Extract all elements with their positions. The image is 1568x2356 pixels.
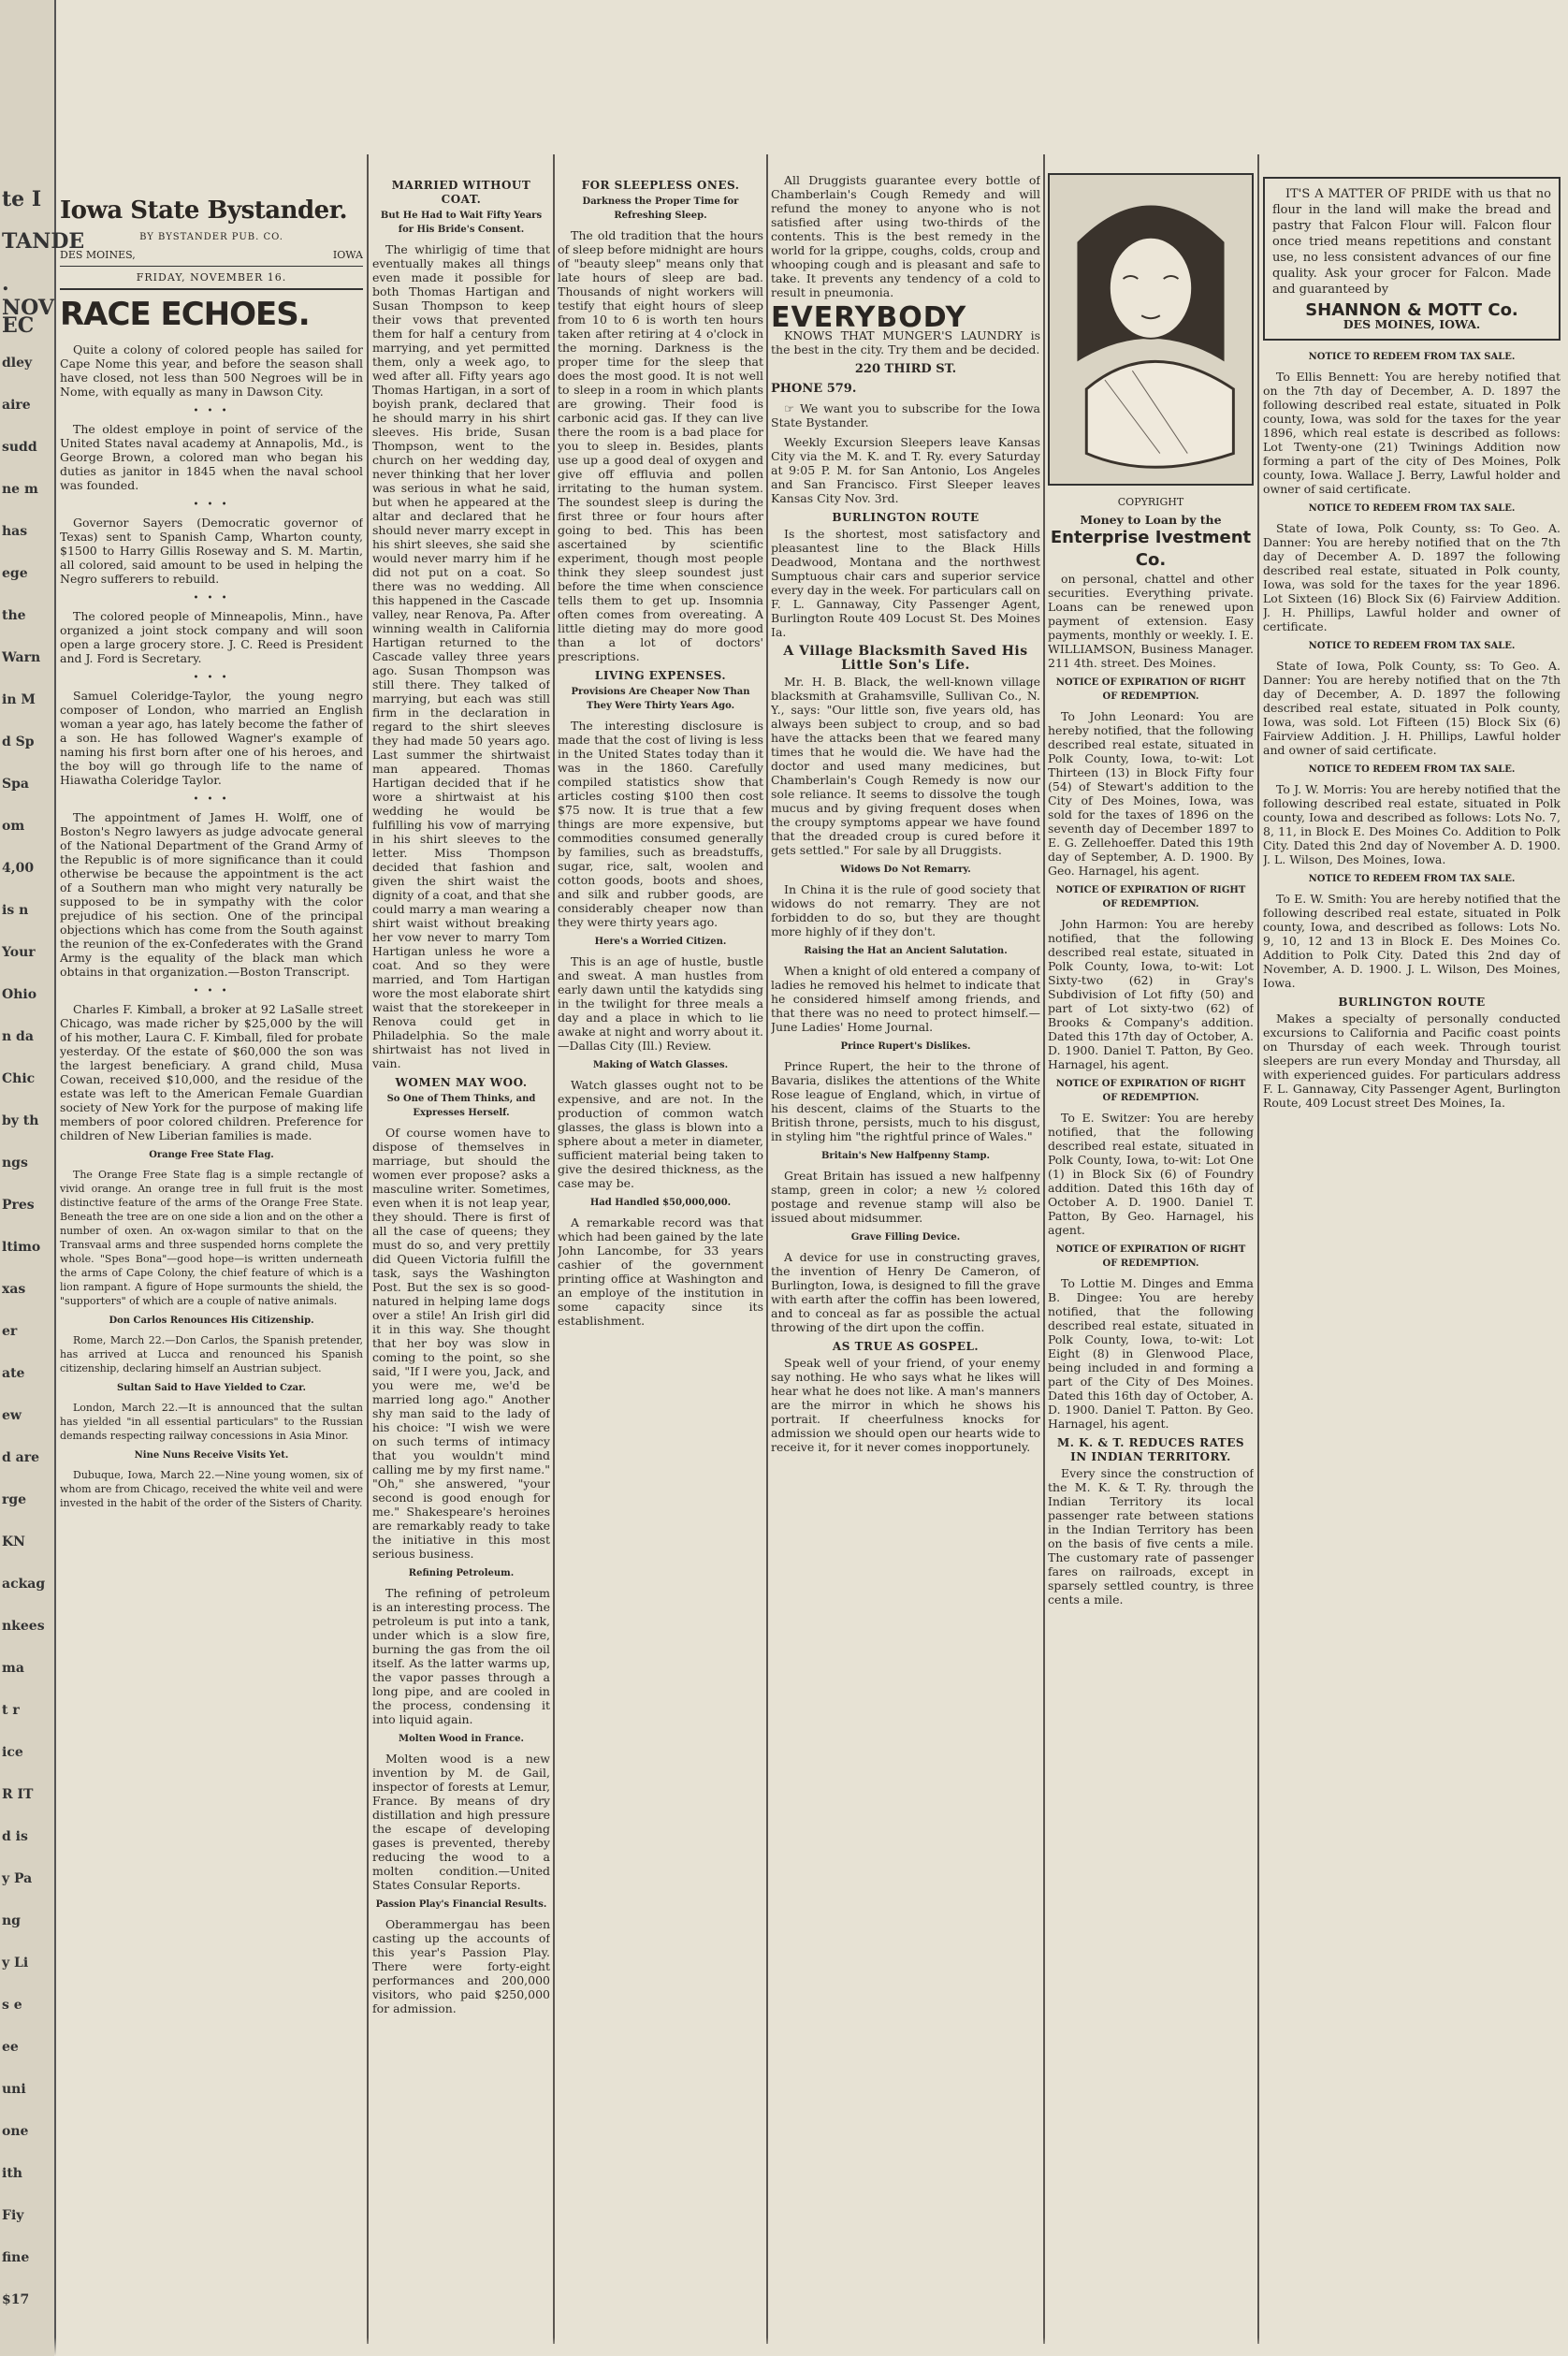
notice-text: To Ellis Bennett: You are hereby notified that on the 7th day of December, A. D. 1897 the following described real estate, situated in Polk county, Iowa, was sold for the taxes for the year 1896, which real estate is described as follows: Lot Twenty-one (21) Twinings Addition now forming a part of the city of Des Moines, Polk county, Iowa. Wallace J. Berry, Lawful holder and owner of said certificate.	[1263, 370, 1561, 496]
column-5	[1048, 173, 1254, 2344]
gutter-fragment: ice	[2, 1745, 23, 1760]
masthead-state: IOWA	[332, 249, 363, 261]
gutter-fragment: ng	[2, 1913, 21, 1928]
gutter-fragment: ma	[2, 1661, 24, 1676]
notice-heading: NOTICE OF EXPIRATION OF RIGHT OF REDEMPTION.	[1055, 1244, 1246, 1269]
article-paragraph: Oberammergau has been casting up the accounts of this year's Passion Play. There were forty-eight performances and 200,000 visitors, who paid $250,000 for admission.	[372, 1917, 550, 2015]
article-paragraph: Governor Sayers (Democratic governor of Texas) sent to Spanish Camp, Wharton county, $1500 to Harry Gillis Roseway and S. M. Martin, all colored, said amount to be used in helping the Negro sufferers to rebuild.	[60, 516, 363, 586]
gutter-fragment: rge	[2, 1492, 27, 1507]
article-paragraph: The Orange Free State flag is a simple rectangle of vivid orange. An orange tree in full fruit is the most distinctive feature of the arms of the Orange Free State. Beneath the tree are on one side a lion and on the other a number of oxen. An ox-wagon similar to that on the Transvaal arms and three suspended horns complete the whole. "Spes Bona"—good hope—is written underneath the arms of Cape Colony, the chief feature of which is a lion rampant. A figure of Hope surmounts the shield, the "supporters" of which are a couple of native animals.	[60, 1169, 363, 1307]
article-paragraph: When a knight of old entered a company of ladies he removed his helmet to indicate that he considered himself among friends, and that there was no need to protect himself.—June Ladies' Home Journal.	[771, 964, 1040, 1034]
gutter-fragment: xas	[2, 1282, 26, 1297]
laundry-ad-phone: PHONE 579.	[771, 382, 857, 396]
gutter-fragment: . NOV	[2, 271, 54, 320]
column-rule	[1043, 154, 1045, 2344]
gutter-fragment: 4,00	[2, 861, 35, 876]
article-paragraph: Molten wood is a new invention by M. de Gail, inspector of forests at Lemur, France. By means of dry distillation and high pressure the escape of developing gases is prevented, thereby reducing the wood to a molten condition.—United States Consular Reports.	[372, 1752, 550, 1892]
gutter-fragment: one	[2, 2124, 29, 2139]
gutter-fragment: sudd	[2, 440, 37, 455]
article-paragraph: Mr. H. B. Black, the well-known village blacksmith at Grahamsville, Sullivan Co., N. Y., says: "Our little son, five years old, has always been subject to croup, and so bad have the attacks been that we feared many times that he would die. We have had the doctor and used many medicines, but Chamberlain's Cough Remedy is now our sole reliance. It seems to dissolve the tough mucus and by giving frequent doses when the croupy symptoms appear we have found that the dreaded croup is cured before it gets settled." For sale by all Druggists.	[771, 675, 1040, 857]
notice-heading: NOTICE TO REDEEM FROM TAX SALE.	[1308, 764, 1516, 775]
masthead-city: DES MOINES,	[60, 249, 136, 261]
article-paragraph: Of course women have to dispose of themselves in marriage, but should the women ever propose? asks a masculine writer. Sometimes, even when it is not leap year, they should. There is first of all the case of queens; they must do so, and very prettily did Queen Victoria fulfill the task, says the Washington Post. But the sex is so good-natured in helping lame dogs over a stile! An Irish girl did it in this way. She thought that her boy was slow in coming to the point, so she said, "If I were you, Jack, and you were me, we'd be married long ago." Another shy man said to the lady of his choice: "I wish we were on such terms of intimacy that you wouldn't mind calling me by my first name." "Oh," she answered, "your second is good enough for me." Shakespeare's heroines are remarkably ready to take the initiative in this most serious business.	[372, 1126, 550, 1561]
gutter-fragment: t r	[2, 1703, 20, 1718]
laundry-ad-headline: EVERYBODY	[771, 301, 967, 334]
notice-heading: NOTICE OF EXPIRATION OF RIGHT OF REDEMPTION.	[1055, 677, 1246, 702]
article-paragraph: This is an age of hustle, bustle and sweat. A man hustles from early dawn until the katydids sing in the twilight for three meals a day and a place in which to lie awake at night and worry about it.—Dallas City (Ill.) Review.	[558, 954, 763, 1053]
column-rule	[766, 154, 768, 2344]
pointing-hand-icon: ☞	[784, 401, 801, 415]
subhead: Britain's New Halfpenny Stamp.	[820, 1151, 991, 1161]
headline-race-echoes: RACE ECHOES.	[60, 296, 310, 333]
column-rule	[367, 154, 369, 2344]
loan-ad-text: on personal, chattel and other securities. Everything private. Loans can be renewed upon payment of extension. Easy payments, monthly or weekly. I. E. WILLIAMSON, Business Manager. 211 4th. street. Des Moines.	[1048, 572, 1254, 670]
notice-heading: NOTICE OF EXPIRATION OF RIGHT OF REDEMPTION.	[1055, 1079, 1246, 1103]
gutter-fragment: is n	[2, 903, 29, 918]
subhead: Provisions Are Cheaper Now Than They Were Thirty Years Ago.	[571, 687, 750, 711]
falcon-ad-city: DES MOINES, IOWA.	[1343, 317, 1481, 331]
subhead: Had Handled $50,000,000.	[589, 1198, 732, 1208]
article-paragraph: All Druggists guarantee every bottle of Chamberlain's Cough Remedy and will refund the money to anyone who is not satisfied after using two-thirds of the contents. This is the best remedy in the world for la grippe, coughs, colds, croup and whooping cough and is pleasant and safe to take. It prevents any tendency of a cold to result in pneumonia.	[771, 173, 1040, 299]
notice-text: John Harmon: You are hereby notified, that the following described real estate, situated in Polk County, Iowa, to-wit: Lot Sixty-two (62) in Gray's Subdivision of Lot fifty (50) and part of Lot sixty-two (62) of Brooks & Company's addition. Dated this 17th day of October, A. D. 1900. Daniel T. Patton, By Geo. Harnagel, his agent.	[1048, 917, 1254, 1071]
falcon-flour-ad	[1263, 177, 1561, 341]
separator: • • •	[193, 673, 230, 683]
subhead: Prince Rupert's Dislikes.	[840, 1041, 971, 1052]
loan-ad-intro: Money to Loan by the	[1080, 513, 1222, 527]
gutter-fragment: aire	[2, 398, 31, 413]
article-paragraph: The oldest employe in point of service of the United States naval academy at Annapolis, Md., is George Brown, a colored man who began his duties as janitor in 1845 when the naval school was founded.	[60, 422, 363, 492]
column-1	[60, 178, 363, 1516]
article-paragraph: The colored people of Minneapolis, Minn., have organized a joint stock company and will soon open a large grocery store. J. C. Reed is President and J. Ford is Secretary.	[60, 609, 363, 665]
gutter-fragment: Ohio	[2, 987, 37, 1002]
gutter-fragment: te I	[2, 187, 42, 211]
notice-heading: NOTICE OF EXPIRATION OF RIGHT OF REDEMPTION.	[1055, 885, 1246, 909]
gutter-fragment: ee	[2, 2040, 19, 2055]
article-paragraph: Prince Rupert, the heir to the throne of Bavaria, dislikes the attentions of the White Rose league of England, which, in virtue of his descent, claims of the Stuarts to the British throne, persists, much to his disgust, in styling him "the rightful prince of Wales."	[771, 1059, 1040, 1143]
separator: • • •	[193, 794, 230, 805]
article-paragraph: Samuel Coleridge-Taylor, the young negro composer of London, who married an English woman a year ago, has lately become the father of a son. He has followed Wagner's example of naming his first born after one of his heroes, and the boy will go through life to the name of Hiawatha Coleridge Taylor.	[60, 689, 363, 787]
notice-heading: NOTICE TO REDEEM FROM TAX SALE.	[1308, 641, 1516, 651]
masthead-location	[60, 248, 363, 267]
gutter-fragment: TANDE	[2, 229, 85, 254]
gutter-fragment: y Li	[2, 1956, 29, 1971]
column-rule	[553, 154, 555, 2344]
headline: FOR SLEEPLESS ONES.	[581, 179, 740, 192]
gutter-fragment: $17	[2, 2292, 30, 2307]
gutter-fragment: d are	[2, 1450, 40, 1465]
gutter-fragment: n da	[2, 1029, 34, 1044]
subhead: Refining Petroleum.	[408, 1568, 515, 1578]
issue-date: FRIDAY, NOVEMBER 16.	[60, 267, 363, 290]
separator: • • •	[193, 986, 230, 996]
subhead: Molten Wood in France.	[399, 1734, 524, 1744]
gutter-fragment: Pres	[2, 1198, 35, 1213]
masthead-title: Iowa State Bystander.	[60, 196, 348, 225]
falcon-ad-firm: SHANNON & MOTT Co.	[1305, 300, 1518, 320]
column-3	[558, 173, 763, 2344]
subhead: Grave Filling Device.	[850, 1232, 961, 1243]
gutter-fragment: ew	[2, 1408, 22, 1423]
gutter-fragment: ate	[2, 1366, 25, 1381]
headline: MARRIED WITHOUT COAT.	[391, 179, 531, 206]
gutter-fragment: R IT	[2, 1787, 34, 1802]
column-2	[372, 173, 550, 2344]
gutter-fragment: has	[2, 524, 28, 539]
falcon-ad-text: IT'S A MATTER OF PRIDE with us that no flour in the land will make the bread and pastry that Falcon Flour will. Falcon flour once tried means repetitions and constant use, no less consistent advances of our fine quality. Ask your grocer for Falcon. Made and guaranteed by	[1272, 187, 1551, 297]
gutter-fragment: om	[2, 819, 25, 834]
previous-page-edge	[0, 0, 85, 2356]
woman-with-flour-sack-image	[1050, 175, 1252, 484]
article-paragraph: Charles F. Kimball, a broker at 92 LaSalle street Chicago, was made richer by $25,000 by the will of his mother, Laura C. F. Kimball, filed for probate yesterday. Of the estate of $60,000 the son was the largest beneficiary. A grand child, Musa Cowan, received $10,000, and the residue of the estate was left to the American Female Guardian society of New York for the purpose of making life members of poor colored children. Preference for children of New Liberian families is made.	[60, 1002, 363, 1142]
headline: A Village Blacksmith Saved His Little Son's Life.	[783, 644, 1028, 673]
article-paragraph: Dubuque, Iowa, March 22.—Nine young women, six of whom are from Chicago, received the white veil and were invested in the habit of the order of the Sisters of Charity.	[60, 1469, 363, 1509]
article-paragraph: Weekly Excursion Sleepers leave Kansas City via the M. K. and T. Ry. every Saturday at 9:05 P. M. for San Antonio, Los Angeles and San Francisco. First Sleeper leaves Kansas City Nov. 3rd.	[771, 435, 1040, 505]
gutter-fragment: ith	[2, 2166, 22, 2181]
laundry-ad-address: 220 THIRD ST.	[854, 362, 957, 376]
subhead: Don Carlos Renounces His Citizenship.	[109, 1316, 314, 1326]
column-rule	[1257, 154, 1259, 2344]
notice-text: To J. W. Morris: You are hereby notified that the following described real estate, situated in Polk county, Iowa and described as follows: Lots No. 7, 8, 11, in Block E. Des Moines Co. Addition to Polk City. Dated this 2nd day of November A. D. 1900. J. L. Wilson, Des Moines, Iowa.	[1263, 782, 1561, 866]
headline: WOMEN MAY WOO.	[395, 1076, 528, 1089]
subhead: Passion Play's Financial Results.	[375, 1899, 547, 1910]
headline: LIVING EXPENSES.	[594, 669, 727, 682]
subhead: Raising the Hat an Ancient Salutation.	[804, 946, 1008, 956]
column-6	[1263, 173, 1561, 2344]
gutter-fragment: d Sp	[2, 734, 35, 749]
subhead: Widows Do Not Remarry.	[840, 865, 971, 875]
subhead: Here's a Worried Citizen.	[594, 937, 727, 947]
subscribe-notice	[771, 401, 1040, 429]
article-paragraph: Quite a colony of colored people has sailed for Cape Nome this year, and before the season shall have closed, not less than 500 Negroes will be in Nome, with equally as many in Dawson City.	[60, 342, 363, 399]
laundry-ad-text: KNOWS THAT MUNGER'S LAUNDRY is the best in the city. Try them and be decided.	[771, 328, 1040, 356]
notice-text: State of Iowa, Polk County, ss: To Geo. A. Danner: You are hereby notified that on the 7th day of December A. D. 1897 the following described real estate, situated in Polk county, Iowa, was sold for the taxes for the year 1896. Lot Sixteen (16) Block Six (6) Fairview Addition. J. H. Phillips, Lawful holder and owner of certificate.	[1263, 521, 1561, 633]
gutter-fragment: ege	[2, 566, 28, 581]
notice-text: State of Iowa, Polk County, ss: To Geo. A. Danner: You are hereby notified that on the 7th day of December, A. D. 1897 the following described real estate, situated in Polk county, Iowa, was sold. Lot Fifteen (15) Block Six (6) Fairview Addition. J. H. Phillips, Lawful holder and owner of said certificate.	[1263, 659, 1561, 757]
article-paragraph: The old tradition that the hours of sleep before midnight are hours of "beauty sleep" means only that late hours of sleep are bad. Thousands of night workers will testify that eight hours of sleep from 10 to 6 is worth ten hours taken after retiring at 4 o'clock in the morning. Darkness is the proper time for the sleep that does the most good. It is not well to sleep in a room in which plants are growing. Their food is carbonic acid gas. If they can live there the room is a bad place for you to sleep in. Besides, plants use up a good deal of oxygen and give off effluvia and pollen irritating to the human system. The soundest sleep is during the first three or four hours after going to bed. This has been ascertained by scientific experiment, though most people think they sleep soundest just before the time when conscience tells them to get up. Insomnia often comes from overeating. A little dieting may do more good than a lot of doctors' prescriptions.	[558, 228, 763, 663]
article-paragraph: The whirligig of time that eventually makes all things even made it possible for both Thomas Hartigan and Susan Thompson to keep their vows that prevented them for half a century from marrying, and yet permitted them, only a week ago, to wed after all. Fifty years ago Thomas Hartigan, in a sort of boyish prank, declared that he should marry in his shirt sleeves. His bride, Susan Thompson, went to the church on her wedding day, never thinking that her lover was serious in what he said, but when he appeared at the altar and declared that he should never marry except in his shirt sleeves, she said she would never marry him if he did not put on a coat. So there was no wedding. All this happened in the Cascade valley, near Renova, Pa. After winning wealth in California Hartigan returned to the Cascade valley three years ago. Susan Thompson was still there. They talked of marrying, but each was still firm in the declaration in regard to the shirt sleeves they had made 50 years ago. Last summer the shirtwaist man appeared. Thomas Hartigan decided that if he wore a shirtwaist at his wedding he would be fulfilling his vow of marrying in his shirt sleeves to the letter. Miss Thompson decided that fashion and given the shirt waist the dignity of a coat, and that she could marry a man wearing a shirt waist without breaking her vow never to marry Tom Hartigan unless he wore a coat. And so they were married, and Tom Hartigan wore the most elaborate shirt waist that the storekeeper in Renova could get in Philadelphia. So the male shirtwaist has not lived in vain.	[372, 242, 550, 1070]
gutter-fragment: Chic	[2, 1071, 36, 1086]
headline: AS TRUE AS GOSPEL.	[832, 1340, 980, 1353]
article-paragraph: A device for use in constructing graves, the invention of Henry De Cameron, of Burlington, Iowa, is designed to fill the grave with earth after the coffin has been lowered, and to conceal as far as possible the actual throwing of the dirt upon the coffin.	[771, 1250, 1040, 1334]
gutter-fragment: in M	[2, 692, 36, 707]
subhead: Sultan Said to Have Yielded to Czar.	[117, 1383, 306, 1393]
copyright-caption: COPYRIGHT	[1117, 496, 1184, 508]
subhead: But He Had to Wait Fifty Years for His Bride's Consent.	[380, 211, 543, 235]
gutter-fragment: uni	[2, 2082, 26, 2097]
gutter-fragment: d is	[2, 1829, 28, 1844]
gutter-fragment: ltimo	[2, 1240, 41, 1255]
article-paragraph: Watch glasses ought not to be expensive, and are not. In the production of common watch glasses, the glass is blown into a sphere about a meter in diameter, sufficient material being taken to give the desired thickness, as the case may be.	[558, 1078, 763, 1190]
gutter-fragment: er	[2, 1324, 18, 1339]
falcon-flour-illustration	[1048, 173, 1254, 486]
article-paragraph: Rome, March 22.—Don Carlos, the Spanish pretender, has arrived at Lucca and renounced his Spanish citizenship, declaring himself an Austrian subject.	[60, 1334, 363, 1374]
notice-heading: NOTICE TO REDEEM FROM TAX SALE.	[1308, 503, 1516, 514]
page-bottom-fade	[54, 2337, 1568, 2356]
gutter-fragment: y Pa	[2, 1871, 33, 1886]
subhead: Nine Nuns Receive Visits Yet.	[134, 1450, 289, 1461]
article-paragraph: Makes a specialty of personally conducted excursions to California and Pacific coast points on Thursday of each week. Through tourist sleepers are run every Monday and Thursday, all with experienced guides. For particulars address F. L. Gannaway, City Passenger Agent, Burlington Route, 409 Locust street Des Moines, Ia.	[1263, 1011, 1561, 1110]
masthead-publisher: BY BYSTANDER PUB. CO.	[139, 232, 283, 242]
gutter-fragment: Warn	[2, 650, 41, 665]
gutter-fragment: by th	[2, 1113, 39, 1128]
notice-text: To Lottie M. Dinges and Emma B. Dingee: You are hereby notified, that the following described real estate, situated in Polk County, Iowa, to-wit: Lot Eight (8) in Glenwood Place, being included in and forming a part of the City of Des Moines. Dated this 16th day of October, A. D. 1900. Daniel T. Patton. By Geo. Harnagel, his agent.	[1048, 1276, 1254, 1431]
gutter-fragment: ngs	[2, 1156, 28, 1171]
notice-heading: NOTICE TO REDEEM FROM TAX SALE.	[1308, 352, 1516, 362]
notice-text: To E. W. Smith: You are hereby notified that the following described real estate, situated in Polk county, Iowa, and described as follows: Lots No. 9, 10, 12 and 13 in Block E. Des Moines Co. Addition to Polk City. Dated this 2nd day of November, A. D. 1900. J. L. Wilson, Des Moines, Iowa.	[1263, 892, 1561, 990]
gutter-fragment: Fiy	[2, 2208, 24, 2223]
separator: • • •	[193, 593, 230, 604]
article-paragraph: In China it is the rule of good society that widows do not remarry. They are not forbidden to do so, but they are thought more highly of if they don't.	[771, 882, 1040, 938]
notice-text: To E. Switzer: You are hereby notified, that the following described real estate, situated in Polk County, Iowa, to-wit: Lot One (1) in Block Six (6) of Foundry addition. Dated this 16th day of October A. D. 1900. Daniel T. Patton, By Geo. Harnagel, his agent.	[1048, 1111, 1254, 1237]
gutter-fragment: the	[2, 608, 26, 623]
loan-ad-headline: Enterprise Ivestment Co.	[1050, 528, 1252, 570]
article-paragraph: Is the shortest, most satisfactory and pleasantest line to the Black Hills Deadwood, Montana and the northwest Sumptuous chair cars and superior service every day in the week. For particulars call on F. L. Gannaway, City Passenger Agent, Burlington Route 409 Locust St. Des Moines Ia.	[771, 527, 1040, 639]
gutter-fragment: ackag	[2, 1577, 46, 1592]
headline: M. K. & T. REDUCES RATES IN INDIAN TERRITORY.	[1056, 1436, 1245, 1463]
article-paragraph: The appointment of James H. Wolff, one of Boston's Negro lawyers as judge advocate general of the National Department of the Grand Army of the Republic is of more significance than it could otherwise be because the appointment is the act of a Southern man who might very naturally be supposed to be in sympathy with the color prejudice of his section. One of the principal objections which has come from the South against the reunion of the ex-Confederates with the Grand Army is the equality of the black man which obtains in that organization.—Boston Transcript.	[60, 810, 363, 979]
column-4	[771, 173, 1040, 2344]
subhead: Orange Free State Flag.	[149, 1150, 274, 1160]
gutter-fragment: Your	[2, 945, 36, 960]
gutter-fragment: KN	[2, 1534, 25, 1549]
subscribe-text: We want you to subscribe for the Iowa State Bystander.	[771, 401, 1040, 429]
notice-text: To John Leonard: You are hereby notified, that the following described real estate, situated in Polk County, Iowa, to-wit: Lot Thirteen (13) in Block Fifty four (54) of Stewart's addition to the City of Des Moines, Iowa, was sold for the taxes of 1896 on the seventh day of December 1897 to E. G. Zellehoeffer. Dated this 19th day of September, A. D. 1900. By Geo. Harnagel, his agent.	[1048, 709, 1254, 878]
headline: BURLINGTON ROUTE	[832, 511, 980, 524]
subhead: So One of Them Thinks, and Expresses Herself.	[386, 1094, 536, 1118]
subhead: Making of Watch Glasses.	[592, 1060, 729, 1070]
headline: BURLINGTON ROUTE	[1338, 996, 1486, 1009]
article-paragraph: Every since the construction of the M. K. & T. Ry. through the Indian Territory its local passenger rate between stations in the Indian Territory has been on the basis of five cents a mile. The customary rate of passenger fares on railroads, except in sparsely settled country, is three cents a mile.	[1048, 1466, 1254, 1607]
gutter-fragment: ne m	[2, 482, 38, 497]
article-paragraph: A remarkable record was that which had been gained by the late John Lancombe, for 33 years cashier of the government printing office at Washington and an employe of the institution in some capacity since its establishment.	[558, 1215, 763, 1328]
article-paragraph: The refining of petroleum is an interesting process. The petroleum is put into a tank, under which is a slow fire, burning the gas from the oil itself. As the latter warms up, the vapor passes through a long pipe, and are cooled in the process, condensing it into liquid again.	[372, 1586, 550, 1726]
gutter-fragment: dley	[2, 356, 33, 371]
gutter-fragment: s e	[2, 1998, 22, 2013]
gutter-fragment: fine	[2, 2250, 30, 2265]
separator: • • •	[193, 406, 230, 416]
gutter-fragment: Spa	[2, 777, 29, 792]
separator: • • •	[193, 500, 230, 510]
gutter-fragment: nkees	[2, 1619, 45, 1634]
article-paragraph: Great Britain has issued a new halfpenny stamp, green in color; a new ½ colored postage and revenue stamp will also be issued about midsummer.	[771, 1169, 1040, 1225]
gutter-fragment: EC	[2, 313, 35, 338]
article-paragraph: London, March 22.—It is announced that the sultan has yielded "in all essential particulars" to the Russian demands respecting railway concessions in Asia Minor.	[60, 1402, 363, 1442]
article-paragraph: The interesting disclosure is made that the cost of living is less in the United States today than it was in the 1860. Carefully compiled statistics show that articles costing $100 then cost $75 now. It is true that a few things are more expensive, but commodities consumed generally by families, such as breadstuffs, sugar, rice, salt, woolen and cotton goods, boots and shoes, and silk and rubber goods, are considerably cheaper now than they were thirty years ago.	[558, 719, 763, 929]
notice-heading: NOTICE TO REDEEM FROM TAX SALE.	[1308, 874, 1516, 884]
subhead: Darkness the Proper Time for Refreshing Sleep.	[582, 196, 739, 221]
article-paragraph: Speak well of your friend, of your enemy say nothing. He who says what he likes will hear what he does not like. A man's manners are the mirror in which he shows his portrait. If cheerfulness knocks for admission we should open our hearts wide to receive it, for it never comes inopportunely.	[771, 1356, 1040, 1454]
